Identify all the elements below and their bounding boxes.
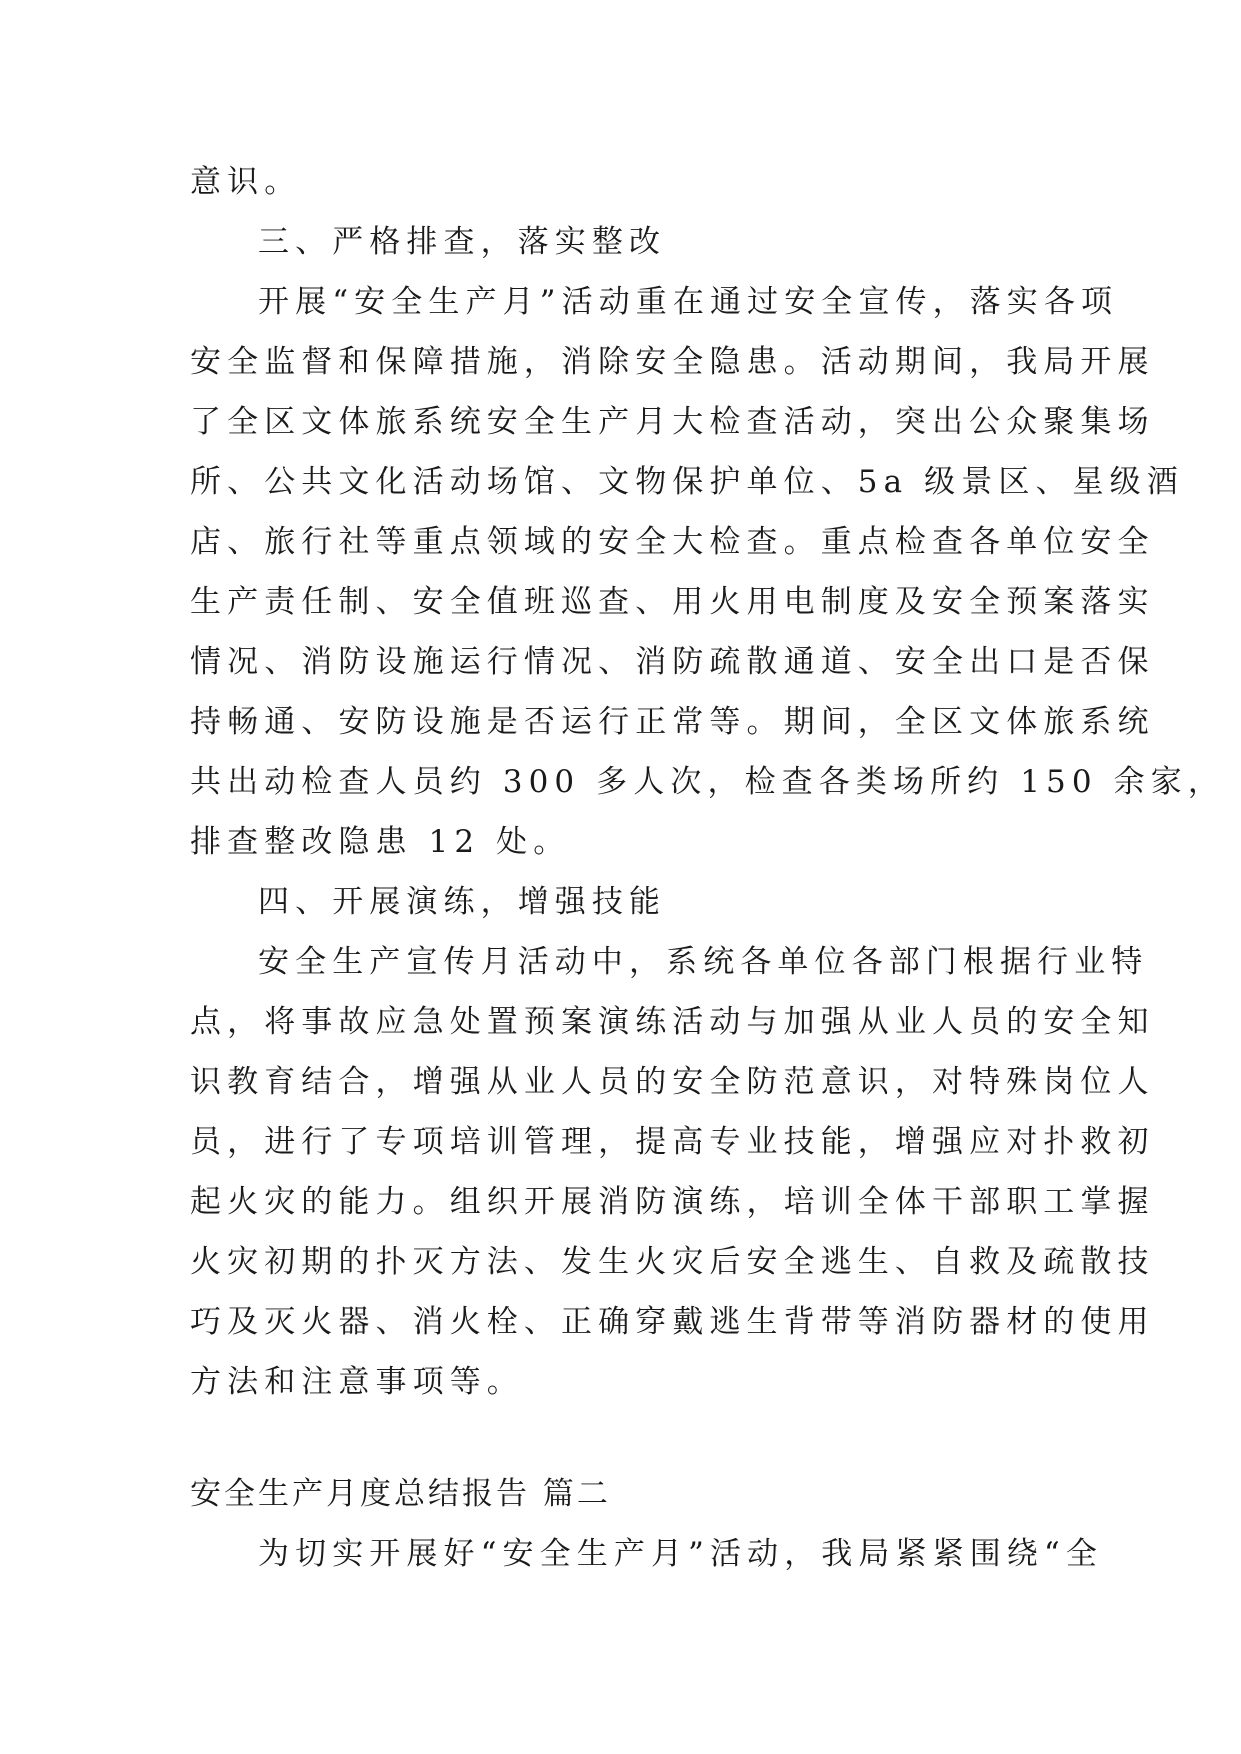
section-body xyxy=(190,272,1225,872)
paragraph-line: 巧及灭火器、消火栓、正确穿戴逃生背带等消防器材的使用 xyxy=(190,1304,1155,1340)
paragraph-line: 安全监督和保障措施，消除安全隐患。活动期间，我局开展 xyxy=(190,344,1155,380)
paragraph-line: 情况、消防设施运行情况、消防疏散通道、安全出口是否保 xyxy=(190,644,1155,680)
section-heading: 三、严格排查，落实整改 xyxy=(258,224,667,260)
paragraph-line: 店、旅行社等重点领域的安全大检查。重点检查各单位安全 xyxy=(190,524,1155,560)
section-heading: 四、开展演练，增强技能 xyxy=(258,884,667,920)
paragraph-line: 点，将事故应急处置预案演练活动与加强从业人员的安全知 xyxy=(190,1004,1155,1040)
paragraph-line: 方法和注意事项等。 xyxy=(190,1364,524,1400)
section-spacer xyxy=(190,1412,1070,1464)
paragraph-line: 所、公共文化活动场馆、文物保护单位、5a 级景区、星级酒 xyxy=(190,464,1184,500)
continuation-line: 意识。 xyxy=(190,164,302,200)
section-body xyxy=(190,932,1155,1412)
paragraph-line: 为切实开展好“安全生产月”活动，我局紧紧围绕“全 xyxy=(258,1536,1103,1572)
paragraph-line: 生产责任制、安全值班巡查、用火用电制度及安全预案落实 xyxy=(190,584,1155,620)
paragraph-line: 火灾初期的扑灭方法、发生火灾后安全逃生、自救及疏散技 xyxy=(190,1244,1155,1280)
paragraph-line: 了全区文体旅系统安全生产月大检查活动，突出公众聚集场 xyxy=(190,404,1155,440)
paragraph-line: 开展“安全生产月”活动重在通过安全宣传，落实各项 xyxy=(258,284,1119,320)
document-page xyxy=(190,152,1225,1584)
paragraph-line: 安全生产宣传月活动中，系统各单位各部门根据行业特 xyxy=(258,944,1149,980)
paragraph-line: 排查整改隐患 12 处。 xyxy=(190,824,571,860)
part-title: 安全生产月度总结报告 篇二 xyxy=(190,1476,611,1512)
paragraph-line: 起火灾的能力。组织开展消防演练，培训全体干部职工掌握 xyxy=(190,1184,1155,1220)
paragraph-line: 员，进行了专项培训管理，提高专业技能，增强应对扑救初 xyxy=(190,1124,1155,1160)
paragraph-line: 识教育结合，增强从业人员的安全防范意识，对特殊岗位人 xyxy=(190,1064,1155,1100)
paragraph-line: 持畅通、安防设施是否运行正常等。期间，全区文体旅系统 xyxy=(190,704,1155,740)
paragraph-line: 共出动检查人员约 300 多人次，检查各类场所约 150 余家， xyxy=(190,764,1225,800)
